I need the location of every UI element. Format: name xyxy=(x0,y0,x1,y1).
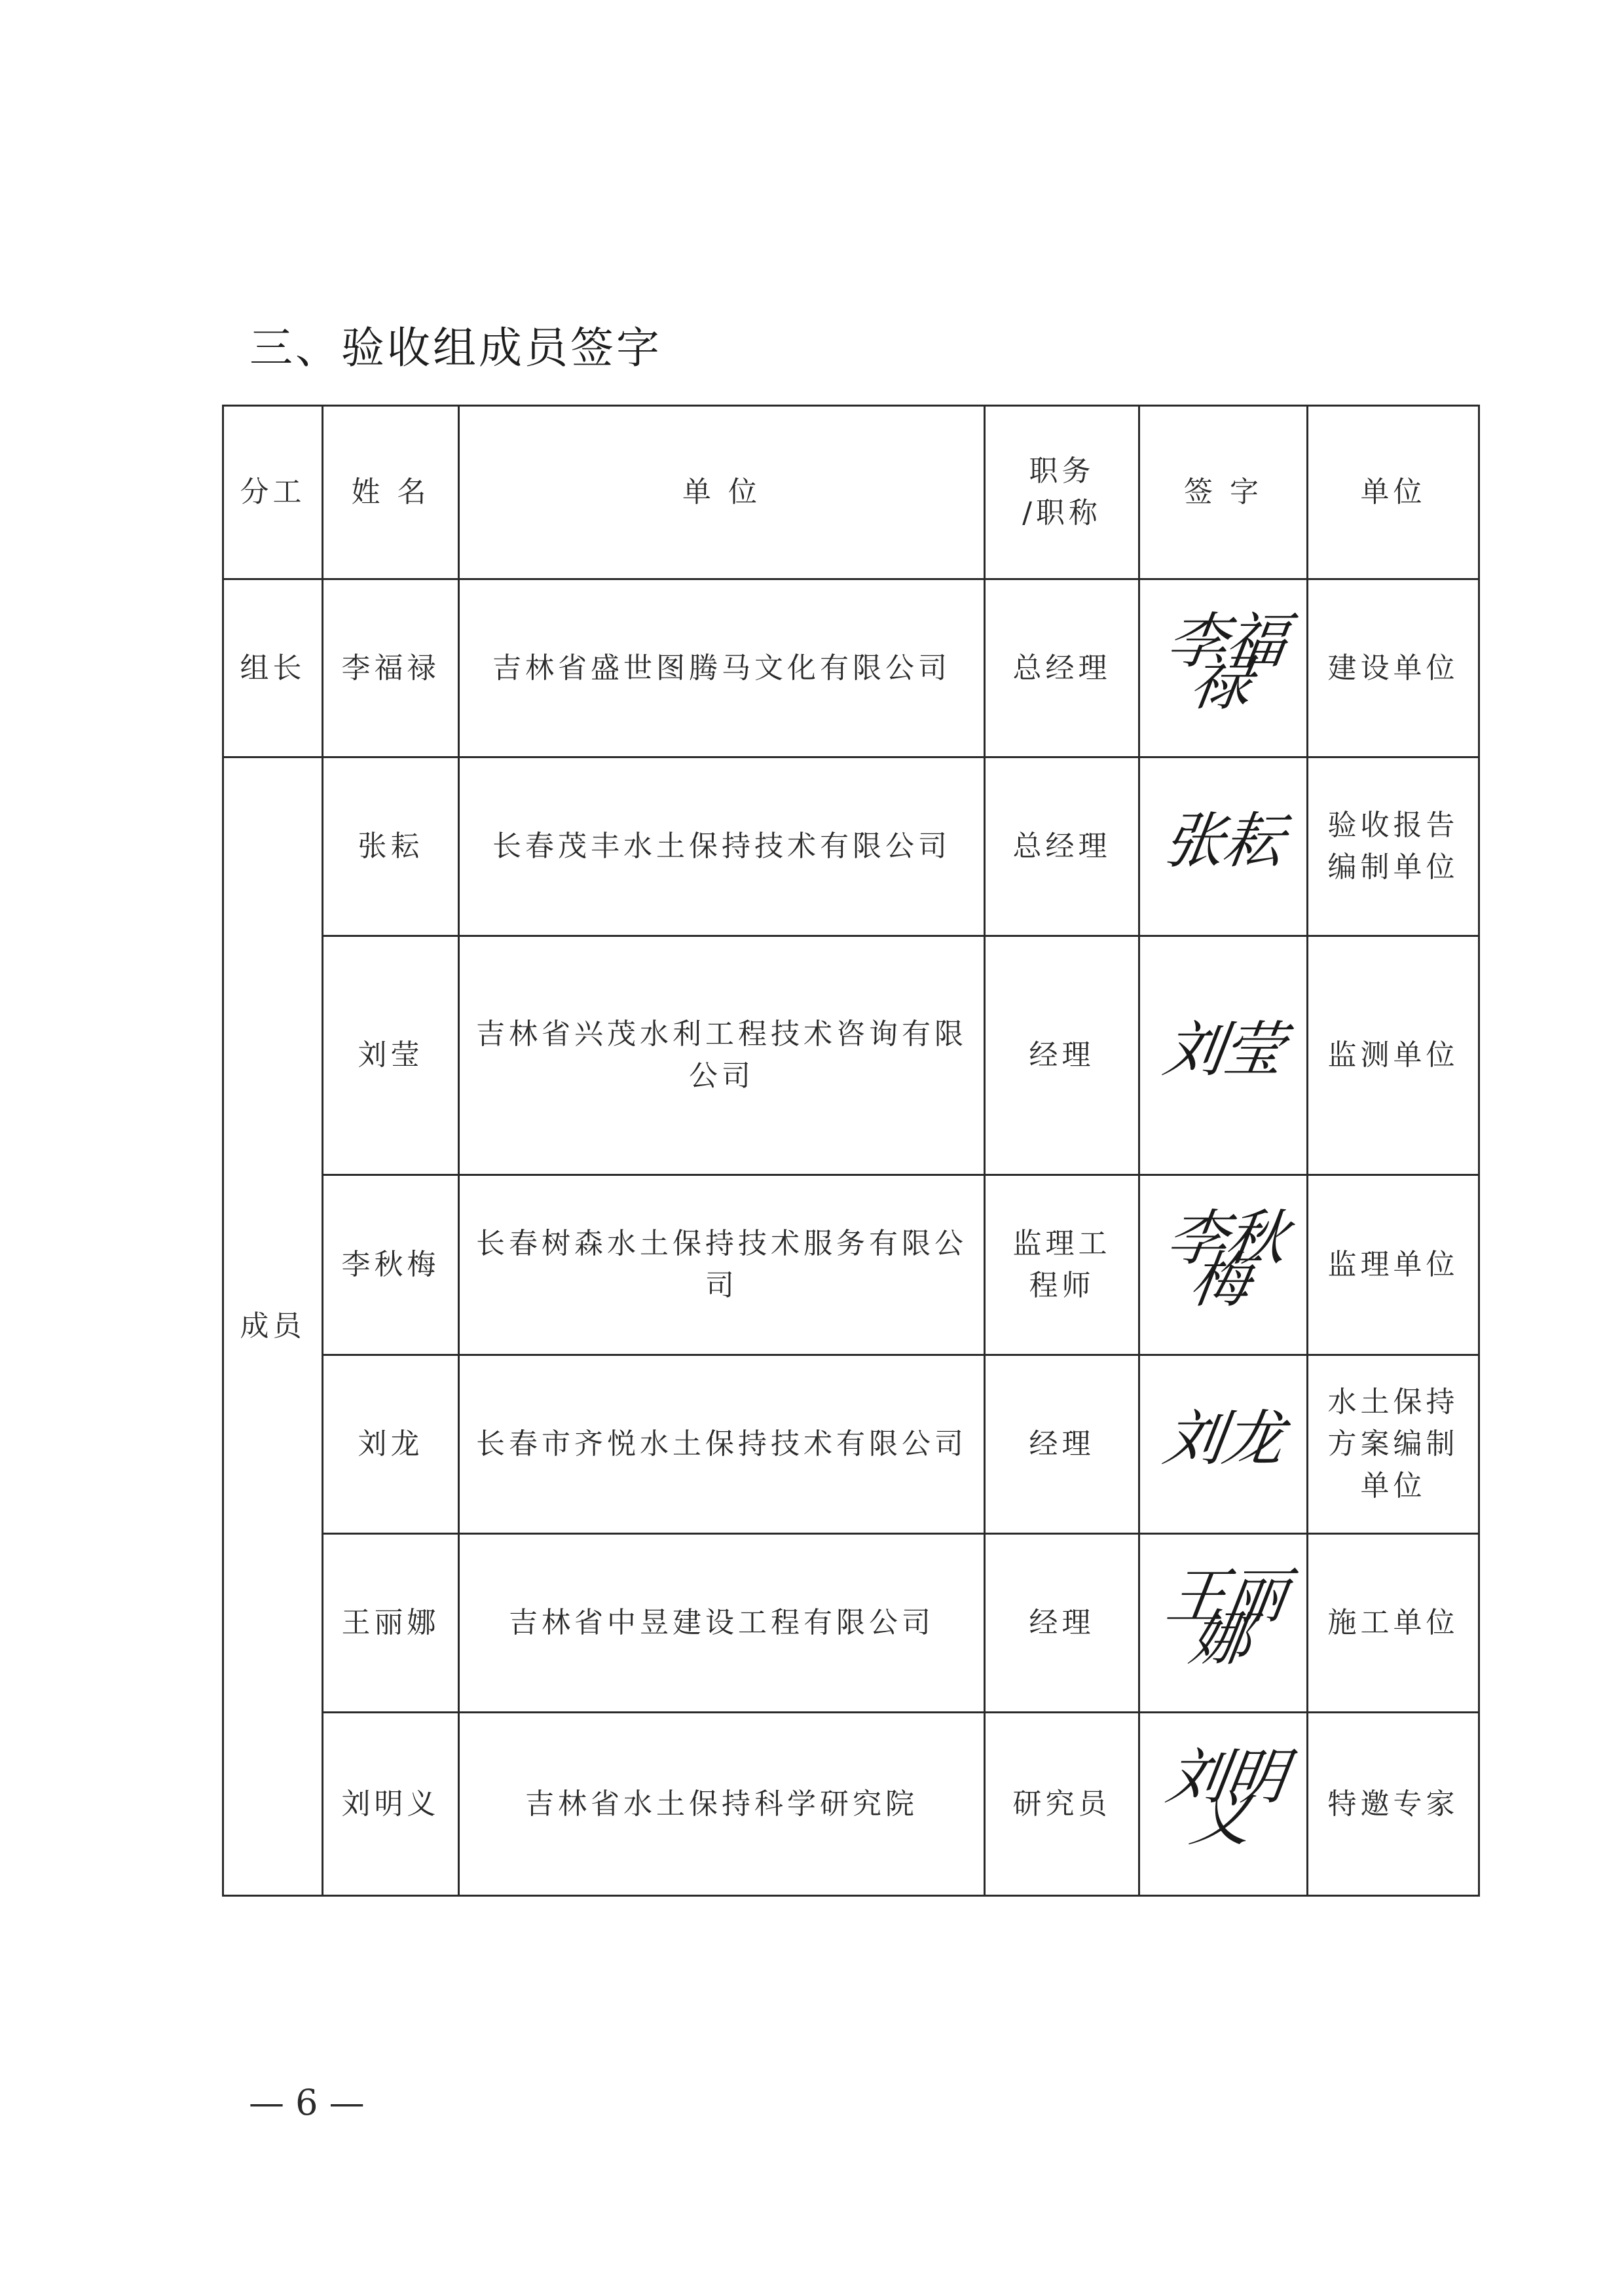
header-title xyxy=(985,406,1139,579)
unit-cell: 吉林省水土保持科学研究院 xyxy=(459,1713,985,1896)
unit-cell: 长春茂丰水土保持技术有限公司 xyxy=(459,757,985,936)
handwritten-signature: 刘明义 xyxy=(1162,1742,1291,1854)
table-row xyxy=(223,1534,1479,1713)
unit-cell: 吉林省中昱建设工程有限公司 xyxy=(459,1534,985,1713)
name-cell: 刘莹 xyxy=(323,936,459,1175)
signature-cell xyxy=(1139,579,1308,757)
table-row xyxy=(223,757,1479,936)
header-unit: 单 位 xyxy=(459,406,985,579)
signature-table xyxy=(222,405,1480,1897)
unit-type-cell: 验收报告编制单位 xyxy=(1308,757,1479,936)
header-title-line1: 职务 xyxy=(1029,454,1095,488)
handwritten-signature: 王丽娜 xyxy=(1162,1561,1291,1673)
title-cell: 经理 xyxy=(985,1534,1139,1713)
signature-cell xyxy=(1139,757,1308,936)
table-row xyxy=(223,1355,1479,1534)
handwritten-signature: 李福禄 xyxy=(1162,606,1291,718)
unit-type-cell: 监测单位 xyxy=(1308,936,1479,1175)
title-cell: 监理工程师 xyxy=(985,1175,1139,1355)
handwritten-signature: 刘莹 xyxy=(1159,1014,1287,1085)
name-cell: 刘龙 xyxy=(323,1355,459,1534)
unit-cell: 吉林省盛世图腾马文化有限公司 xyxy=(459,579,985,757)
unit-type-cell: 建设单位 xyxy=(1308,579,1479,757)
signature-cell xyxy=(1139,1534,1308,1713)
signature-cell xyxy=(1139,1713,1308,1896)
unit-type-cell: 特邀专家 xyxy=(1308,1713,1479,1896)
title-cell: 研究员 xyxy=(985,1713,1139,1896)
section-heading: 三、验收组成员签字 xyxy=(249,323,662,373)
title-cell: 经理 xyxy=(985,1355,1139,1534)
name-cell: 刘明义 xyxy=(323,1713,459,1896)
handwritten-signature: 张耘 xyxy=(1159,805,1287,876)
name-cell: 张耘 xyxy=(323,757,459,936)
header-unit-type: 单位 xyxy=(1308,406,1479,579)
header-name: 姓 名 xyxy=(323,406,459,579)
table-row xyxy=(223,579,1479,757)
unit-type-cell: 监理单位 xyxy=(1308,1175,1479,1355)
unit-type-cell: 水土保持方案编制单位 xyxy=(1308,1355,1479,1534)
header-role: 分工 xyxy=(223,406,323,579)
unit-type-cell: 施工单位 xyxy=(1308,1534,1479,1713)
header-row xyxy=(223,406,1479,579)
title-cell: 总经理 xyxy=(985,579,1139,757)
role-cell: 成员 xyxy=(223,757,323,1896)
page-number: — 6 — xyxy=(249,2082,365,2123)
table-row xyxy=(223,1713,1479,1896)
handwritten-signature: 李秋梅 xyxy=(1162,1203,1291,1315)
table-row xyxy=(223,936,1479,1175)
title-cell: 总经理 xyxy=(985,757,1139,936)
header-title-line2: /职称 xyxy=(1022,496,1101,530)
signature-cell xyxy=(1139,936,1308,1175)
signature-cell xyxy=(1139,1175,1308,1355)
signature-cell xyxy=(1139,1355,1308,1534)
unit-cell: 吉林省兴茂水利工程技术咨询有限公司 xyxy=(459,936,985,1175)
handwritten-signature: 刘龙 xyxy=(1159,1403,1287,1474)
table-row xyxy=(223,1175,1479,1355)
name-cell: 王丽娜 xyxy=(323,1534,459,1713)
unit-cell: 长春树森水土保持技术服务有限公司 xyxy=(459,1175,985,1355)
unit-cell: 长春市齐悦水土保持技术有限公司 xyxy=(459,1355,985,1534)
name-cell: 李秋梅 xyxy=(323,1175,459,1355)
name-cell: 李福禄 xyxy=(323,579,459,757)
role-cell: 组长 xyxy=(223,579,323,757)
header-signature: 签 字 xyxy=(1139,406,1308,579)
title-cell: 经理 xyxy=(985,936,1139,1175)
